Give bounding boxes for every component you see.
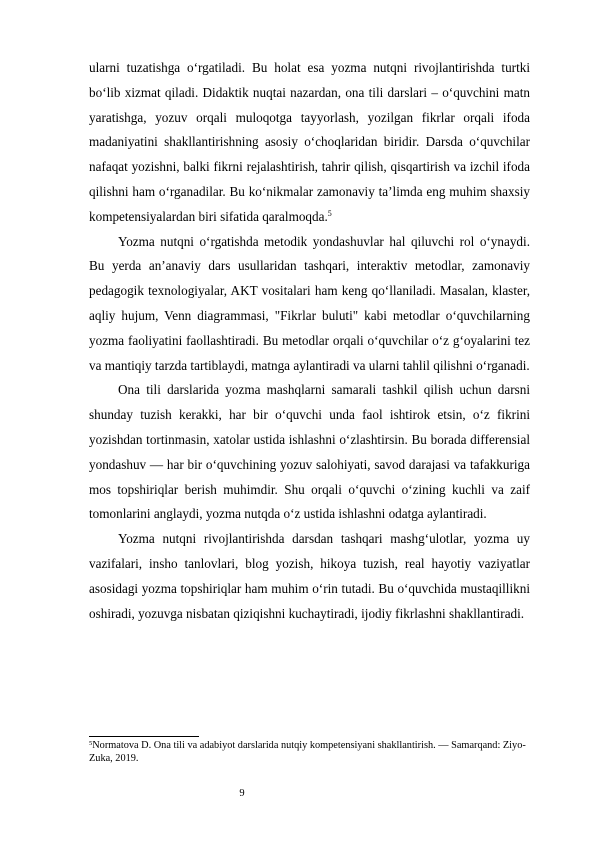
footnote-text: Normatova D. Ona tili va adabiyot darslarida nutqiy kompetensiyani shakllantirish. — Samarqand: Ziyo-Zuka, 2019.: [89, 740, 526, 764]
paragraph-1-text: ularni tuzatishga o‘rgatiladi. Bu holat esa yozma nutqni rivojlantirishda turtki bo‘lib xizmat qiladi. Didaktik nuqtai nazardan, ona tili darslari – o‘quvchini matn yaratishga, yozuv orqali muloqotga tayyorlash, yozilgan fikrlar orqali ifoda madaniyatini shakllantirishning asosiy o‘choqlaridan biridir. Darsda o‘quvchilar nafaqat yozishni, balki fikrni rejalashtirish, tahrir qilish, qisqartirish va izchil ifoda qilishni ham o‘rganadilar. Bu ko‘nikmalar zamonaviy ta’limda eng muhim shaxsiy kompetensiyalardan biri sifatida qaralmoqda.: [89, 60, 530, 224]
footnote: [89, 740, 530, 765]
page-number: 9: [239, 788, 245, 799]
footnote-ref: 5: [327, 208, 332, 218]
footnote-separator: [89, 736, 199, 737]
paragraph-3: Ona tili darslarida yozma mashqlarni samarali tashkil qilish uchun darsni shunday tuzish kerakki, har bir o‘quvchi unda faol ishtirok etsin, o‘z fikrini yozishdan tortinmasin, xatolar ustida ishlashni o‘zlashtirsin. Bu borada differensial yondashuv — har bir o‘quvchining yozuv salohiyati, savod darajasi va tafakkuriga mos topshiriqlar berish muhimdir. Shu orqali o‘quvchi o‘zining kuchli va zaif tomonlarini anglaydi, yozma nutqda o‘z ustida ishlashni odatga aylantiradi.: [89, 382, 530, 522]
paragraph-1: [89, 56, 530, 230]
footnote-number: 5: [89, 740, 93, 747]
paragraph-2: Yozma nutqni o‘rgatishda metodik yondashuvlar hal qiluvchi rol o‘ynaydi. Bu yerda an’anaviy dars usullaridan tashqari, interaktiv metodlar, zamonaviy pedagogik texnologiyalar, AKT vositalari ham keng qo‘llaniladi. Masalan, klaster, aqliy hujum, Venn diagrammasi, "Fikrlar buluti" kabi metodlar o‘quvchilarning yozma faoliyatini faollashtiradi. Bu metodlar orqali o‘quvchilar o‘z g‘oyalarini tez va mantiqiy tarzda tartiblaydi, matnga aylantiradi va ularni tahlil qilishni o‘rganadi.: [89, 233, 530, 373]
body-text: [89, 56, 530, 626]
paragraph-4: Yozma nutqni rivojlantirishda darsdan tashqari mashg‘ulotlar, yozma uy vazifalari, insho tanlovlari, blog yozish, hikoya tuzish, real hayotiy vaziyatlar asosidagi yozma topshiriqlar ham muhim o‘rin tutadi. Bu o‘quvchida mustaqillikni oshiradi, yozuvga nisbatan qiziqishni kuchaytiradi, ijodiy fikrlashni shakllantiradi.: [89, 531, 530, 621]
